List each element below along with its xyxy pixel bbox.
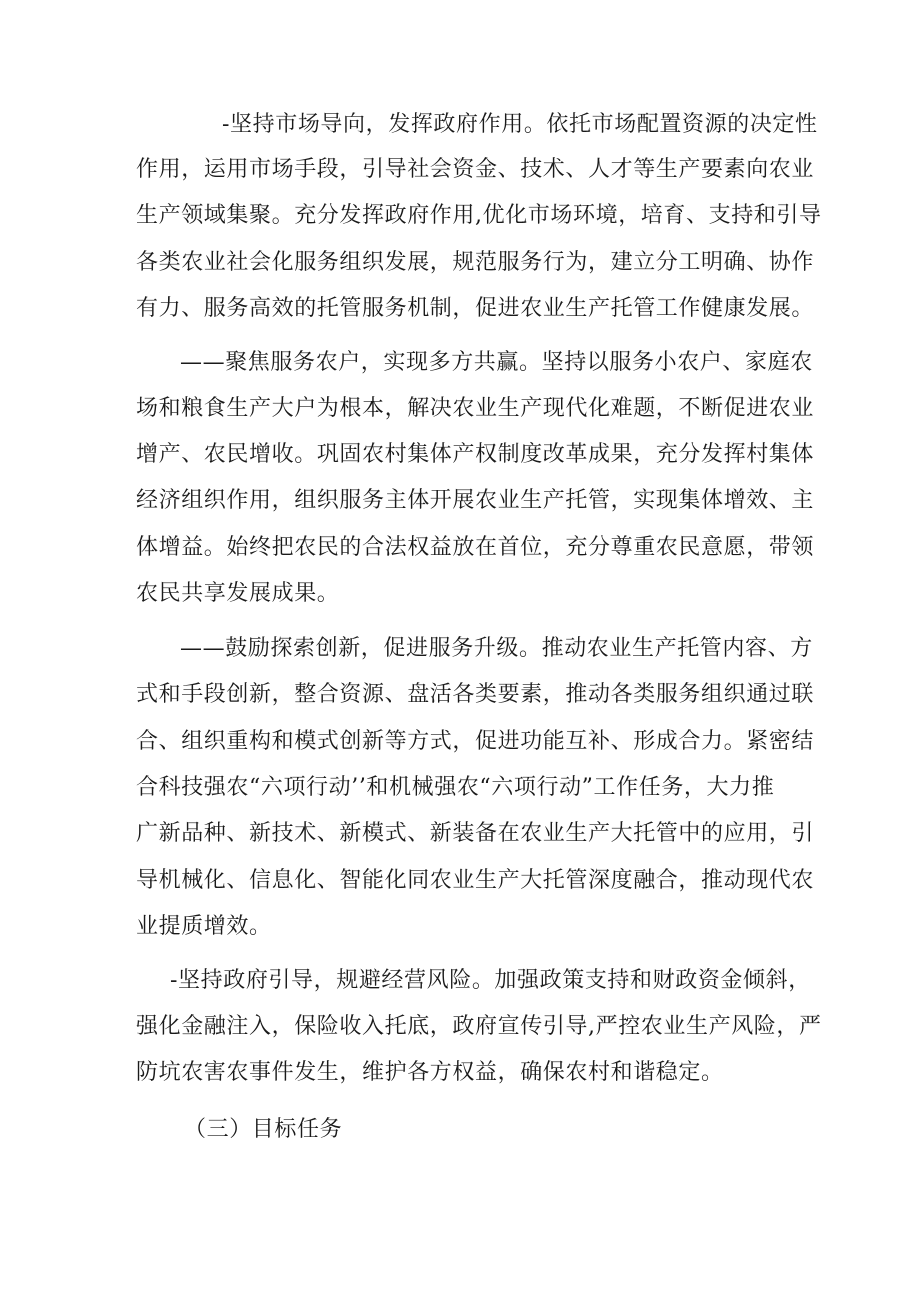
text-line: ——聚焦服务农户，实现多方共赢。坚持以服务小农户、家庭农 xyxy=(180,350,813,375)
text-line: -坚持市场导向，发挥政府作用。依托市场配置资源的决定性 xyxy=(222,112,818,137)
text-line: 农民共享发展成果。 xyxy=(136,581,340,606)
text-line: -坚持政府引导，规避经营风险。加强政策支持和财政资金倾斜， xyxy=(170,968,811,993)
text-line: 广新品种、新技术、新模式、新装备在农业生产大托管中的应用，引 xyxy=(136,821,815,846)
text-line: 作用，运用市场手段，引导社会资金、技术、人才等生产要素向农业 xyxy=(136,157,815,182)
text-line: 强化金融注入，保险收入托底，政府宣传引导,严控农业生产风险，严 xyxy=(136,1014,822,1039)
text-line: 生产领域集聚。充分发挥政府作用,优化市场环境，培育、支持和引导 xyxy=(136,203,822,228)
text-line: 导机械化、信息化、智能化同农业生产大托管深度融合，推动现代农 xyxy=(136,868,815,893)
text-line: 业提质增效。 xyxy=(136,914,272,939)
text-line: 合科技强农“六项行动’’和机械强农“六项行动”工作任务，大力推 xyxy=(136,775,775,800)
text-line: 经济组织作用，组织服务主体开展农业生产托管，实现集体增效、主 xyxy=(136,488,815,513)
text-line: 式和手段创新，整合资源、盘活各类要素，推动各类服务组织通过联 xyxy=(136,682,815,707)
text-line: 有力、服务高效的托管服务机制，促进农业生产托管工作健康发展。 xyxy=(136,296,815,321)
text-line: 合、组织重构和模式创新等方式，促进功能互补、形成合力。紧密结 xyxy=(136,729,815,754)
text-line: 各类农业社会化服务组织发展，规范服务行为，建立分工明确、协作 xyxy=(136,250,815,275)
text-line: 体增益。始终把农民的合法权益放在首位，充分尊重农民意愿，带领 xyxy=(136,535,815,560)
text-line: ——鼓励探索创新，促进服务升级。推动农业生产托管内容、方 xyxy=(180,636,813,661)
text-line: 防坑农害农事件发生，维护各方权益，确保农村和谐稳定。 xyxy=(136,1060,724,1085)
text-line: 增产、农民增收。巩固农村集体产权制度改革成果，充分发挥村集体 xyxy=(136,442,815,467)
section-heading: （三）目标任务 xyxy=(184,1117,343,1142)
text-line: 场和粮食生产大户为根本，解决农业生产现代化难题，不断促进农业 xyxy=(136,396,815,421)
